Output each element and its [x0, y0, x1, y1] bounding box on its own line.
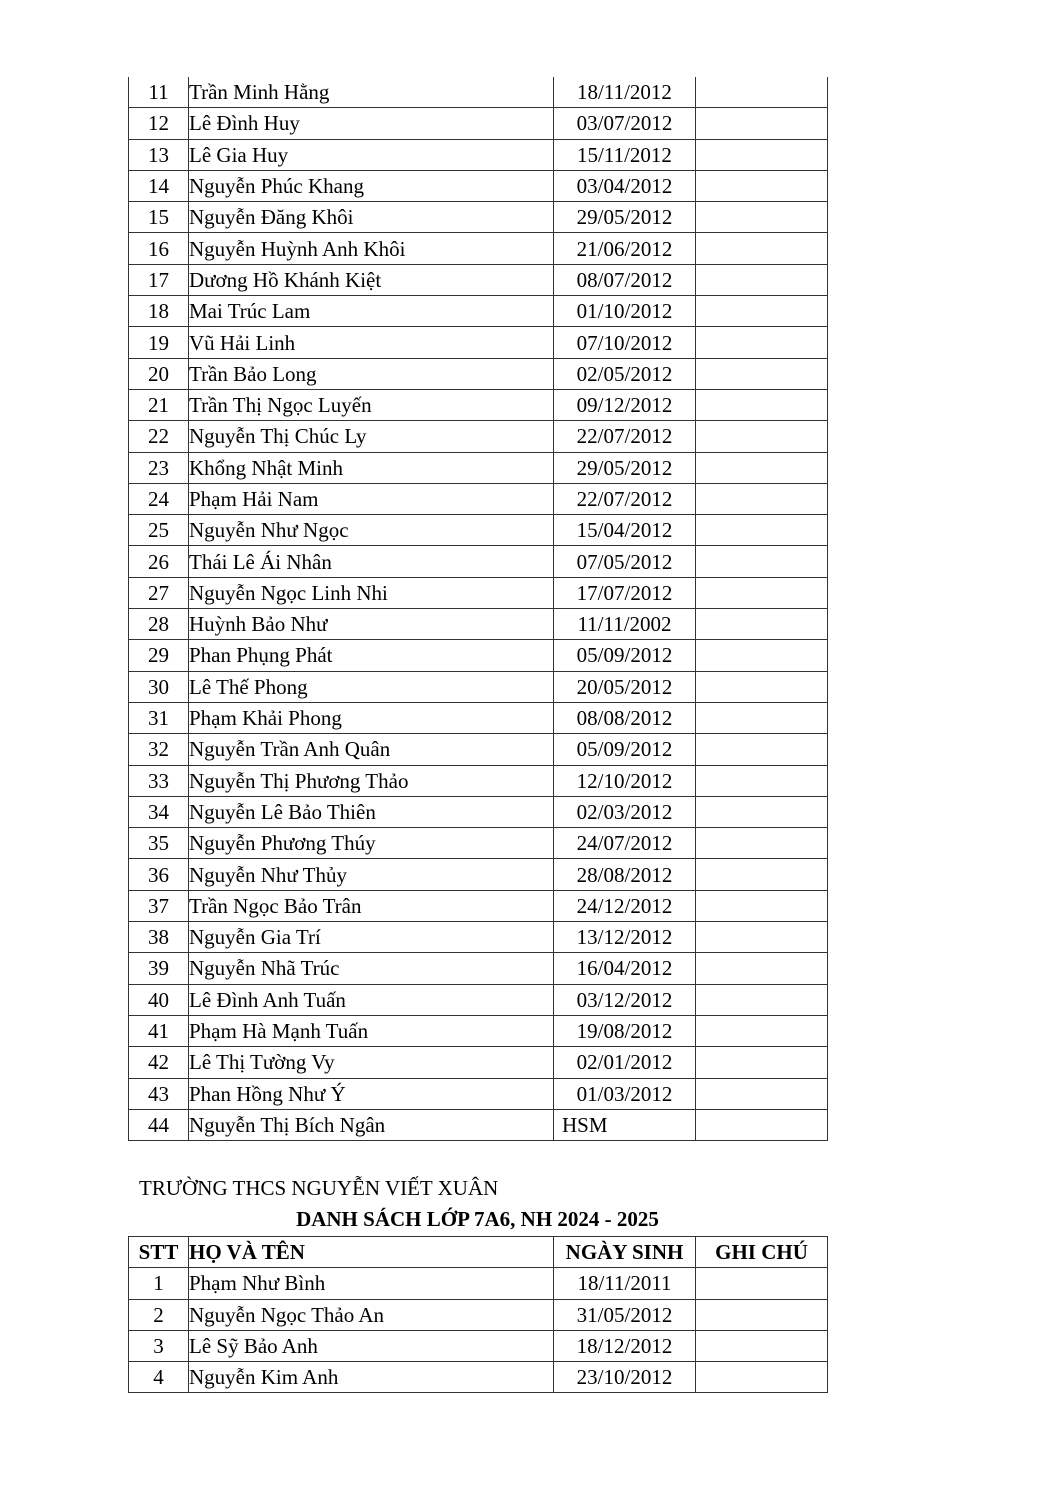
student-name: Phan Hồng Như Ý: [189, 1078, 554, 1109]
row-number: 14: [129, 170, 189, 201]
table-row: [129, 890, 828, 921]
note-cell: [696, 734, 828, 765]
table-row: [129, 327, 828, 358]
table-header-row: [129, 1237, 828, 1268]
birth-date: 18/11/2011: [554, 1268, 696, 1299]
birth-date: 31/05/2012: [554, 1299, 696, 1330]
student-name: Nguyễn Phúc Khang: [189, 170, 554, 201]
birth-date: 05/09/2012: [554, 640, 696, 671]
row-number: 18: [129, 296, 189, 327]
student-name: Nguyễn Đăng Khôi: [189, 202, 554, 233]
note-cell: [696, 202, 828, 233]
class-list-title: DANH SÁCH LỚP 7A6, NH 2024 - 2025: [296, 1207, 659, 1231]
table-row: [129, 1078, 828, 1109]
note-cell: [696, 765, 828, 796]
student-name: Nguyễn Như Thủy: [189, 859, 554, 890]
row-number: 40: [129, 984, 189, 1015]
note-cell: [696, 984, 828, 1015]
note-cell: [696, 515, 828, 546]
birth-date: 18/11/2012: [554, 77, 696, 108]
table-row: [129, 515, 828, 546]
note-cell: [696, 1015, 828, 1046]
table-row: [129, 296, 828, 327]
birth-date: 29/05/2012: [554, 202, 696, 233]
birth-date: 17/07/2012: [554, 577, 696, 608]
note-cell: [696, 671, 828, 702]
birth-date: 22/07/2012: [554, 421, 696, 452]
student-name: Nguyễn Thị Bích Ngân: [189, 1109, 554, 1140]
row-number: 11: [129, 77, 189, 108]
table-row: [129, 859, 828, 890]
note-cell: [696, 1362, 828, 1393]
table-row: [129, 421, 828, 452]
student-name: Nguyễn Lê Bảo Thiên: [189, 796, 554, 827]
row-number: 30: [129, 671, 189, 702]
student-table-body: [129, 77, 828, 1141]
student-name: Lê Đình Huy: [189, 108, 554, 139]
row-number: 25: [129, 515, 189, 546]
note-cell: [696, 1299, 828, 1330]
birth-date: 05/09/2012: [554, 734, 696, 765]
note-cell: [696, 389, 828, 420]
birth-date: 24/12/2012: [554, 890, 696, 921]
class-7a6-table-body: [129, 1268, 828, 1393]
birth-date: 24/07/2012: [554, 828, 696, 859]
note-cell: [696, 358, 828, 389]
student-name: Nguyễn Ngọc Thảo An: [189, 1299, 554, 1330]
birth-date: 22/07/2012: [554, 483, 696, 514]
table-row: [129, 108, 828, 139]
student-name: Thái Lê Ái Nhân: [189, 546, 554, 577]
row-number: 3: [129, 1330, 189, 1361]
note-cell: [696, 796, 828, 827]
student-name: Dương Hồ Khánh Kiệt: [189, 264, 554, 295]
table-row: [129, 546, 828, 577]
student-name: Nguyễn Gia Trí: [189, 922, 554, 953]
note-cell: [696, 1330, 828, 1361]
note-cell: [696, 139, 828, 170]
student-name: Phạm Như Bình: [189, 1268, 554, 1299]
table-row: [129, 734, 828, 765]
student-name: Phan Phụng Phát: [189, 640, 554, 671]
student-name: Trần Bảo Long: [189, 358, 554, 389]
student-name: Phạm Hà Mạnh Tuấn: [189, 1015, 554, 1046]
row-number: 33: [129, 765, 189, 796]
table-row: [129, 139, 828, 170]
row-number: 17: [129, 264, 189, 295]
birth-date: 12/10/2012: [554, 765, 696, 796]
note-cell: [696, 609, 828, 640]
table-row: [129, 765, 828, 796]
birth-date: 02/03/2012: [554, 796, 696, 827]
note-cell: [696, 1109, 828, 1140]
row-number: 36: [129, 859, 189, 890]
student-table-continued: [128, 77, 828, 1141]
student-name: Nguyễn Kim Anh: [189, 1362, 554, 1393]
birth-date: 23/10/2012: [554, 1362, 696, 1393]
table-row: [129, 264, 828, 295]
birth-date: 03/12/2012: [554, 984, 696, 1015]
birth-date: 08/07/2012: [554, 264, 696, 295]
birth-date: 20/05/2012: [554, 671, 696, 702]
table-row: [129, 1109, 828, 1140]
row-number: 15: [129, 202, 189, 233]
note-cell: [696, 170, 828, 201]
student-name: Trần Thị Ngọc Luyến: [189, 389, 554, 420]
row-number: 34: [129, 796, 189, 827]
birth-date: 13/12/2012: [554, 922, 696, 953]
note-cell: [696, 421, 828, 452]
birth-date: 19/08/2012: [554, 1015, 696, 1046]
header-stt: STT: [129, 1237, 189, 1268]
row-number: 43: [129, 1078, 189, 1109]
header-name: HỌ VÀ TÊN: [189, 1237, 554, 1268]
student-name: Phạm Hải Nam: [189, 483, 554, 514]
row-number: 21: [129, 389, 189, 420]
note-cell: [696, 922, 828, 953]
student-name: Nguyễn Ngọc Linh Nhi: [189, 577, 554, 608]
table-row: [129, 828, 828, 859]
row-number: 27: [129, 577, 189, 608]
table-row: [129, 170, 828, 201]
birth-date: 07/10/2012: [554, 327, 696, 358]
birth-date: HSM: [554, 1109, 696, 1140]
student-name: Phạm Khải Phong: [189, 702, 554, 733]
table-row: [129, 483, 828, 514]
row-number: 29: [129, 640, 189, 671]
student-name: Mai Trúc Lam: [189, 296, 554, 327]
row-number: 31: [129, 702, 189, 733]
row-number: 28: [129, 609, 189, 640]
note-cell: [696, 1047, 828, 1078]
note-cell: [696, 546, 828, 577]
row-number: 22: [129, 421, 189, 452]
birth-date: 08/08/2012: [554, 702, 696, 733]
row-number: 19: [129, 327, 189, 358]
student-name: Nguyễn Thị Chúc Ly: [189, 421, 554, 452]
note-cell: [696, 233, 828, 264]
student-name: Lê Sỹ Bảo Anh: [189, 1330, 554, 1361]
table-row: [129, 640, 828, 671]
note-cell: [696, 953, 828, 984]
birth-date: 28/08/2012: [554, 859, 696, 890]
note-cell: [696, 640, 828, 671]
row-number: 4: [129, 1362, 189, 1393]
student-name: Nguyễn Huỳnh Anh Khôi: [189, 233, 554, 264]
note-cell: [696, 890, 828, 921]
row-number: 20: [129, 358, 189, 389]
table-row: [129, 1362, 828, 1393]
table-row: [129, 233, 828, 264]
note-cell: [696, 859, 828, 890]
birth-date: 01/10/2012: [554, 296, 696, 327]
student-name: Khổng Nhật Minh: [189, 452, 554, 483]
row-number: 12: [129, 108, 189, 139]
row-number: 35: [129, 828, 189, 859]
row-number: 42: [129, 1047, 189, 1078]
student-name: Lê Đình Anh Tuấn: [189, 984, 554, 1015]
student-name: Nguyễn Trần Anh Quân: [189, 734, 554, 765]
row-number: 2: [129, 1299, 189, 1330]
table-row: [129, 671, 828, 702]
table-row: [129, 389, 828, 420]
row-number: 39: [129, 953, 189, 984]
birth-date: 15/04/2012: [554, 515, 696, 546]
header-dob: NGÀY SINH: [554, 1237, 696, 1268]
student-name: Lê Gia Huy: [189, 139, 554, 170]
student-name: Lê Thế Phong: [189, 671, 554, 702]
birth-date: 11/11/2002: [554, 609, 696, 640]
school-name: TRƯỜNG THCS NGUYỄN VIẾT XUÂN: [139, 1176, 499, 1200]
birth-date: 03/07/2012: [554, 108, 696, 139]
table-row: [129, 796, 828, 827]
birth-date: 01/03/2012: [554, 1078, 696, 1109]
student-name: Trần Ngọc Bảo Trân: [189, 890, 554, 921]
birth-date: 15/11/2012: [554, 139, 696, 170]
birth-date: 29/05/2012: [554, 452, 696, 483]
table-row: [129, 1268, 828, 1299]
row-number: 32: [129, 734, 189, 765]
note-cell: [696, 296, 828, 327]
row-number: 13: [129, 139, 189, 170]
student-name: Nguyễn Phương Thúy: [189, 828, 554, 859]
table-row: [129, 1330, 828, 1361]
table-row: [129, 922, 828, 953]
birth-date: 09/12/2012: [554, 389, 696, 420]
row-number: 26: [129, 546, 189, 577]
table-row: [129, 953, 828, 984]
note-cell: [696, 1078, 828, 1109]
student-name: Nguyễn Như Ngọc: [189, 515, 554, 546]
birth-date: 02/01/2012: [554, 1047, 696, 1078]
student-name: Trần Minh Hằng: [189, 77, 554, 108]
note-cell: [696, 702, 828, 733]
note-cell: [696, 77, 828, 108]
table-row: [129, 1299, 828, 1330]
row-number: 37: [129, 890, 189, 921]
birth-date: 03/04/2012: [554, 170, 696, 201]
table-row: [129, 77, 828, 108]
row-number: 16: [129, 233, 189, 264]
table-row: [129, 452, 828, 483]
table-row: [129, 358, 828, 389]
row-number: 1: [129, 1268, 189, 1299]
row-number: 23: [129, 452, 189, 483]
student-name: Huỳnh Bảo Như: [189, 609, 554, 640]
table-row: [129, 577, 828, 608]
table-row: [129, 702, 828, 733]
student-name: Nguyễn Thị Phương Thảo: [189, 765, 554, 796]
table-row: [129, 202, 828, 233]
row-number: 24: [129, 483, 189, 514]
row-number: 41: [129, 1015, 189, 1046]
note-cell: [696, 828, 828, 859]
note-cell: [696, 327, 828, 358]
note-cell: [696, 577, 828, 608]
table-row: [129, 1015, 828, 1046]
table-row: [129, 984, 828, 1015]
birth-date: 18/12/2012: [554, 1330, 696, 1361]
student-name: Vũ Hải Linh: [189, 327, 554, 358]
birth-date: 16/04/2012: [554, 953, 696, 984]
row-number: 44: [129, 1109, 189, 1140]
row-number: 38: [129, 922, 189, 953]
table-row: [129, 609, 828, 640]
note-cell: [696, 452, 828, 483]
header-note: GHI CHÚ: [696, 1237, 828, 1268]
birth-date: 21/06/2012: [554, 233, 696, 264]
birth-date: 07/05/2012: [554, 546, 696, 577]
note-cell: [696, 483, 828, 514]
student-name: Nguyễn Nhã Trúc: [189, 953, 554, 984]
table-row: [129, 1047, 828, 1078]
student-name: Lê Thị Tường Vy: [189, 1047, 554, 1078]
note-cell: [696, 108, 828, 139]
class-7a6-table: [128, 1236, 828, 1393]
note-cell: [696, 1268, 828, 1299]
birth-date: 02/05/2012: [554, 358, 696, 389]
note-cell: [696, 264, 828, 295]
